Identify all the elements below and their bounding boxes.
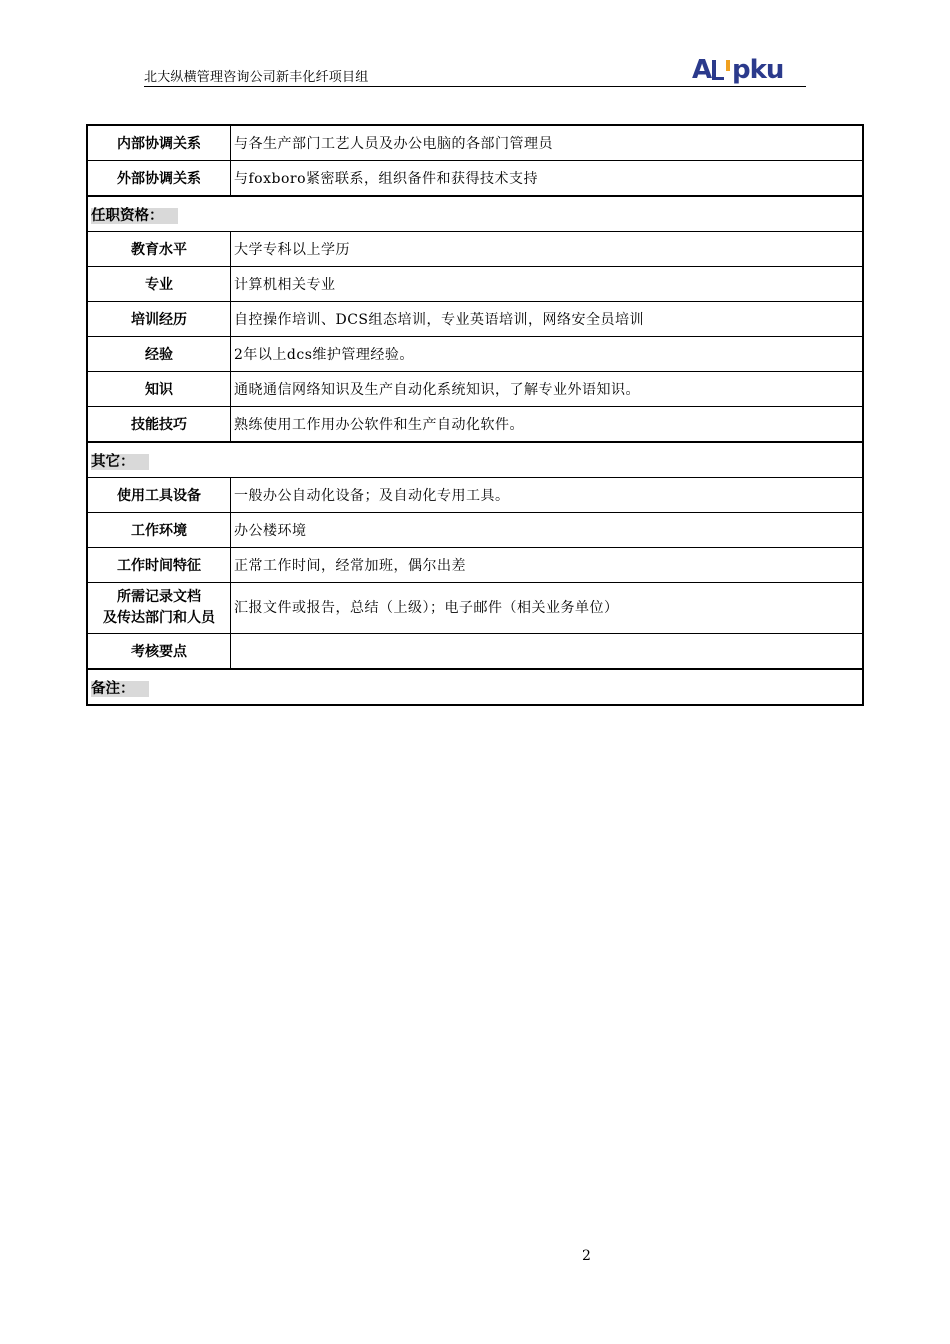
table-row: [87, 337, 863, 372]
svg-text:A: A: [692, 55, 712, 85]
documents-value: 汇报文件或报告，总结（上级）；电子邮件（相关业务单位）: [231, 583, 864, 634]
table-row: [87, 161, 863, 197]
allpku-logo: [690, 52, 806, 86]
page-header: [144, 52, 806, 87]
section-notes: [87, 669, 863, 705]
header-title: 北大纵横管理咨询公司新丰化纤项目组: [144, 70, 369, 85]
external-coordination-value: 与foxboro紧密联系，组织备件和获得技术支持: [231, 161, 864, 197]
documents-label-line2: 及传达部门和人员: [103, 610, 215, 626]
section-title: 备注：: [91, 681, 149, 697]
table-row: [87, 232, 863, 267]
svg-text:pku: pku: [732, 55, 784, 85]
experience-value: 2年以上dcs维护管理经验。: [231, 337, 864, 372]
training-value: 自控操作培训、DCS组态培训，专业英语培训，网络安全员培训: [231, 302, 864, 337]
education-value: 大学专科以上学历: [231, 232, 864, 267]
section-title: 其它：: [91, 454, 149, 470]
skills-value: 熟练使用工作用办公软件和生产自动化软件。: [231, 407, 864, 443]
skills-label: 技能技巧: [87, 407, 231, 443]
work-time-value: 正常工作时间，经常加班，偶尔出差: [231, 548, 864, 583]
documents-label: [87, 583, 231, 634]
internal-coordination-value: 与各生产部门工艺人员及办公电脑的各部门管理员: [231, 125, 864, 161]
major-label: 专业: [87, 267, 231, 302]
tools-value: 一般办公自动化设备；及自动化专用工具。: [231, 478, 864, 513]
work-environment-label: 工作环境: [87, 513, 231, 548]
experience-label: 经验: [87, 337, 231, 372]
knowledge-value: 通晓通信网络知识及生产自动化系统知识，了解专业外语知识。: [231, 372, 864, 407]
table-row: [87, 478, 863, 513]
table-row: [87, 548, 863, 583]
section-title: 任职资格：: [91, 208, 178, 224]
table-row: [87, 634, 863, 670]
tools-label: 使用工具设备: [87, 478, 231, 513]
assessment-value: [231, 634, 864, 670]
page-number: 2: [582, 1248, 591, 1264]
table-row: [87, 513, 863, 548]
internal-coordination-label: 内部协调关系: [87, 125, 231, 161]
work-time-label: 工作时间特征: [87, 548, 231, 583]
table-row: [87, 583, 863, 634]
knowledge-label: 知识: [87, 372, 231, 407]
education-label: 教育水平: [87, 232, 231, 267]
training-label: 培训经历: [87, 302, 231, 337]
documents-label-line1: 所需记录文档: [117, 589, 201, 605]
major-value: 计算机相关专业: [231, 267, 864, 302]
job-description-table: [86, 124, 864, 706]
table-row: [87, 267, 863, 302]
work-environment-value: 办公楼环境: [231, 513, 864, 548]
external-coordination-label: 外部协调关系: [87, 161, 231, 197]
assessment-label: 考核要点: [87, 634, 231, 670]
section-qualifications: [87, 196, 863, 232]
section-other: [87, 442, 863, 478]
table-row: [87, 407, 863, 443]
table-row: [87, 302, 863, 337]
table-row: [87, 372, 863, 407]
table-row: [87, 125, 863, 161]
